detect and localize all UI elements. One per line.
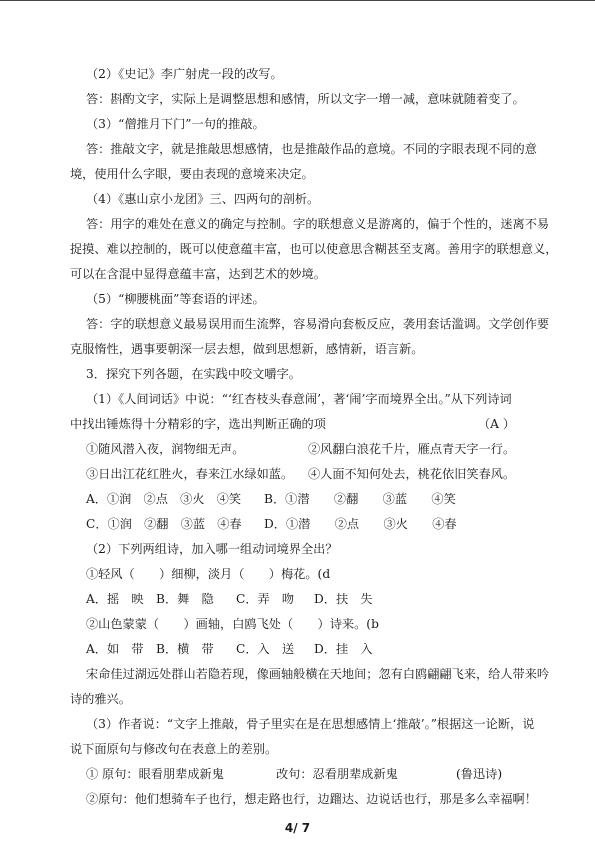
text-line: 境，使用什么字眼，要由表现的意境来决定。: [70, 167, 314, 181]
text-line: （1）《人间词话》中说：“‘红杏枝头春意闹’，著‘闹’字而境界全出。”从下列诗词: [86, 392, 512, 406]
poem-line: ④人面不知何处去，桃花依旧笑春风。: [308, 467, 516, 481]
option-d: D．扶 失: [314, 592, 373, 606]
text-line: 答：用字的难处在意义的确定与控制。字的联想意义是游离的，偏于个性的，迷离不易: [86, 217, 550, 231]
text-line: 宋命佳过湖远处群山若隐若现，像画轴般横在天地间；忽有白鸥翩翩飞来，给人带来吟: [86, 667, 550, 681]
text-line: 可以在含混中显得意蕴丰富，达到艺术的妙境。: [70, 267, 326, 281]
text-line: （2）下列两组诗，加入哪一组动词境界全出？: [86, 542, 338, 556]
option-c: C．弄 吻: [236, 592, 295, 606]
option-d: D．①潜 ②点 ③火 ④春: [264, 517, 457, 531]
text-line: （4）《惠山京小龙团》三、四两句的剖析。: [86, 192, 320, 206]
poem-line: ①随风潜入夜，润物细无声。: [86, 442, 245, 456]
text-line: 克服惰性，遇事要朝深一层去想，做到思想新，感情新，语言新。: [70, 342, 424, 356]
top-border: [0, 0, 595, 1]
text-line: （3）“僧推月下门”一句的推敲。: [86, 117, 265, 131]
text-line: ①轻风（ ）细柳，淡月（ ）梅花。(d: [86, 567, 331, 581]
page-number: 4/ 7: [284, 821, 311, 835]
text-line: 答：推敲文字，就是推敲思想感情，也是推敲作品的意境。不同的字眼表现不同的意: [86, 142, 537, 156]
answer-marker: （A ）: [478, 417, 516, 431]
text-line: 说下面原句与修改句在表意上的差别。: [70, 742, 278, 756]
poem-line: ③日出江花红胜火，春来江水绿如蓝。: [86, 467, 294, 481]
option-c: C．①润 ②翻 ③蓝 ④春: [86, 517, 242, 531]
text-line: 捉摸、难以控制的，既可以使意蕴丰富，也可以使意思含糊甚至支离。善用字的联想意义，: [70, 242, 558, 256]
text-line: ②原句：他们想骑车子也行，想走路也行，边蹓达、边说话也行，那是多么幸福啊！: [86, 792, 537, 806]
option-b: B．舞 隐: [156, 592, 214, 606]
text-line: 3．探究下列各题，在实践中咬文嚼字。: [86, 367, 301, 381]
text-line: ②山色蒙蒙（ ）画轴，白鸥飞处（ ）诗来。(b: [86, 617, 379, 631]
example-revised: 改句：忍看朋辈成新鬼: [276, 767, 398, 781]
text-line: （2）《史记》李广射虎一段的改写。: [86, 67, 283, 81]
poem-line: ②风翻白浪花千片，雁点青天字一行。: [308, 442, 516, 456]
example-source: (鲁迅诗): [456, 767, 503, 781]
text-line: 答：字的联想意义最易误用而生流弊，容易滑向套板反应，袭用套话滥调。文学创作要: [86, 317, 550, 331]
option-b: B．①潜 ②翻 ③蓝 ④笑: [264, 492, 456, 506]
option-a: A．如 带: [86, 642, 144, 656]
text-line: 答：斟酌文字，实际上是调整思想和感情，所以文字一增一减，意味就随着变了。: [86, 92, 525, 106]
example-original: ① 原句：眼看朋辈成新鬼: [86, 767, 224, 781]
text-line: 中找出锤炼得十分精彩的字，选出判断正确的项: [70, 417, 326, 431]
option-d: D．挂 入: [314, 642, 373, 656]
option-a: A．摇 映: [86, 592, 144, 606]
text-line: 诗的雅兴。: [70, 692, 131, 706]
option-a: A．①润 ②点 ③火 ④笑: [86, 492, 242, 506]
option-b: B．横 带: [156, 642, 214, 656]
text-line: （5）“柳腰桃面”等套语的评述。: [86, 292, 265, 306]
option-c: C．入 送: [236, 642, 295, 656]
text-line: （3）作者说：“文字上推敲，骨子里实在是在思想感情上‘推敲’。”根据这一论断，说: [86, 717, 535, 731]
